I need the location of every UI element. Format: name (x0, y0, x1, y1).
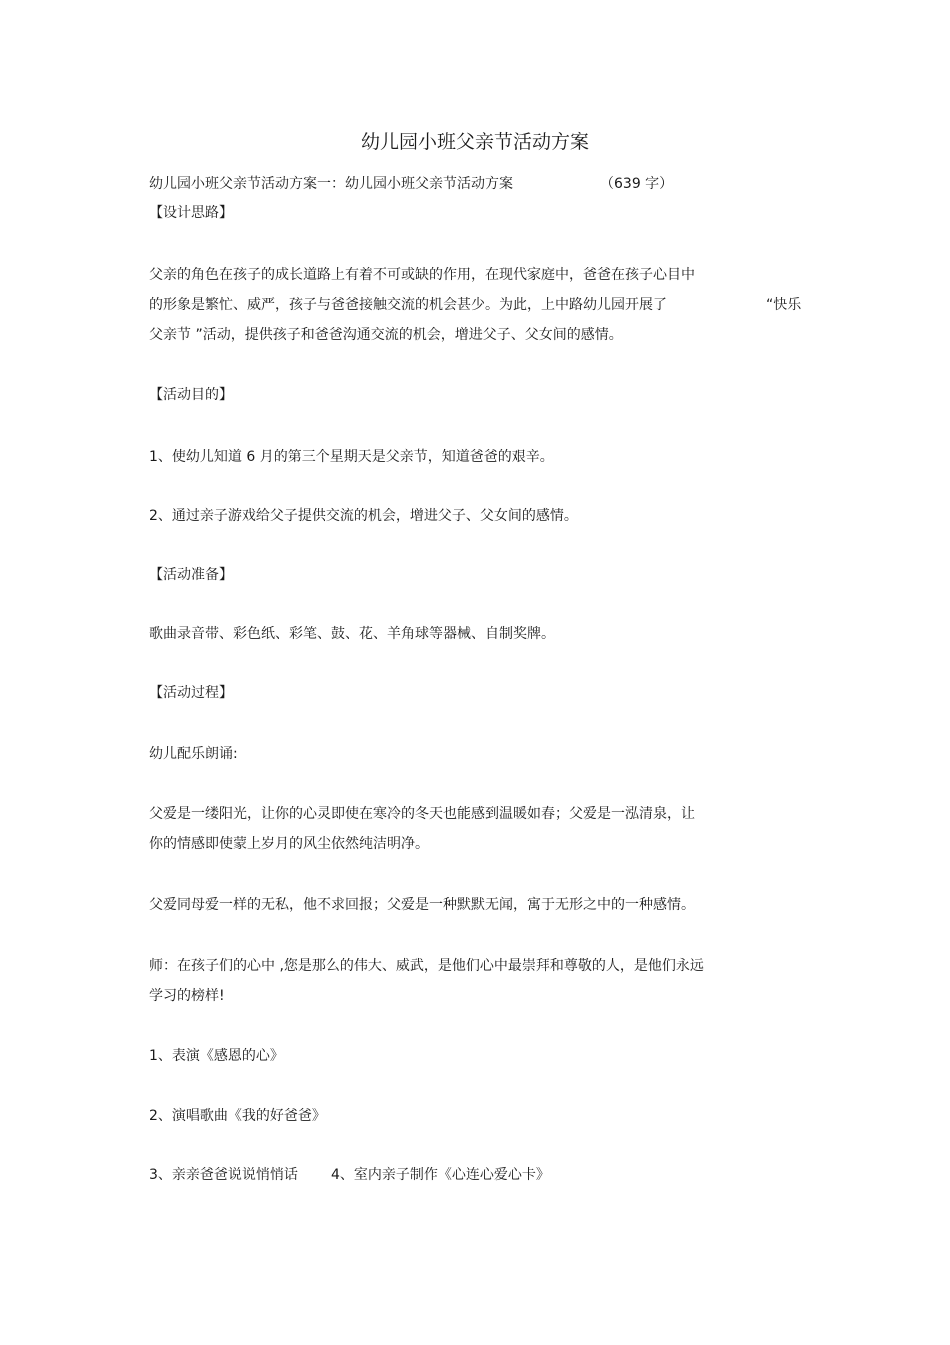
paragraph-line: 父爱同母爱一样的无私，他不求回报；父爱是一种默默无闻，寓于无形之中的一种感情。 (149, 897, 695, 913)
paragraph-line: 你的情感即使蒙上岁月的风尘依然纯洁明净。 (149, 836, 429, 852)
goal-item: 2、通过亲子游戏给父子提供交流的机会，增进父子、父女间的感情。 (149, 508, 578, 524)
document-subtitle: 幼儿园小班父亲节活动方案一：幼儿园小班父亲节活动方案 (149, 176, 513, 192)
process-step: 2、演唱歌曲《我的好爸爸》 (149, 1108, 326, 1124)
document-title: 幼儿园小班父亲节活动方案 (360, 131, 589, 153)
paragraph-line: 师：在孩子们的心中 ,您是那么的伟大、威武，是他们心中最崇拜和尊敬的人，是他们永远 (149, 958, 704, 974)
paragraph-line-tail: “快乐 (766, 297, 802, 313)
process-step: 1、表演《感恩的心》 (149, 1048, 284, 1064)
section-heading-design: 【设计思路】 (149, 205, 233, 221)
paragraph-line: 父爱是一缕阳光，让你的心灵即使在寒冷的冬天也能感到温暖如春；父爱是一泓清泉，让 (149, 806, 695, 822)
paragraph-line: 父亲节 ”活动，提供孩子和爸爸沟通交流的机会，增进父子、父女间的感情。 (149, 327, 623, 343)
section-heading-goal: 【活动目的】 (149, 387, 233, 403)
word-count: （639 字） (600, 176, 674, 192)
process-step: 4、室内亲子制作《心连心爱心卡》 (331, 1167, 550, 1183)
recite-label: 幼儿配乐朗诵: (149, 746, 238, 762)
section-heading-prep: 【活动准备】 (149, 567, 233, 583)
section-heading-process: 【活动过程】 (149, 685, 233, 701)
paragraph-line: 的形象是繁忙、威严，孩子与爸爸接触交流的机会甚少。为此，上中路幼儿园开展了 (149, 297, 667, 313)
goal-item: 1、使幼儿知道 6 月的第三个星期天是父亲节，知道爸爸的艰辛。 (149, 449, 554, 465)
paragraph-line: 父亲的角色在孩子的成长道路上有着不可或缺的作用，在现代家庭中，爸爸在孩子心目中 (149, 267, 695, 283)
process-step: 3、亲亲爸爸说说悄悄话 (149, 1167, 298, 1183)
paragraph-line: 学习的榜样! (149, 988, 225, 1004)
prep-text: 歌曲录音带、彩色纸、彩笔、鼓、花、羊角球等器械、自制奖牌。 (149, 626, 555, 642)
